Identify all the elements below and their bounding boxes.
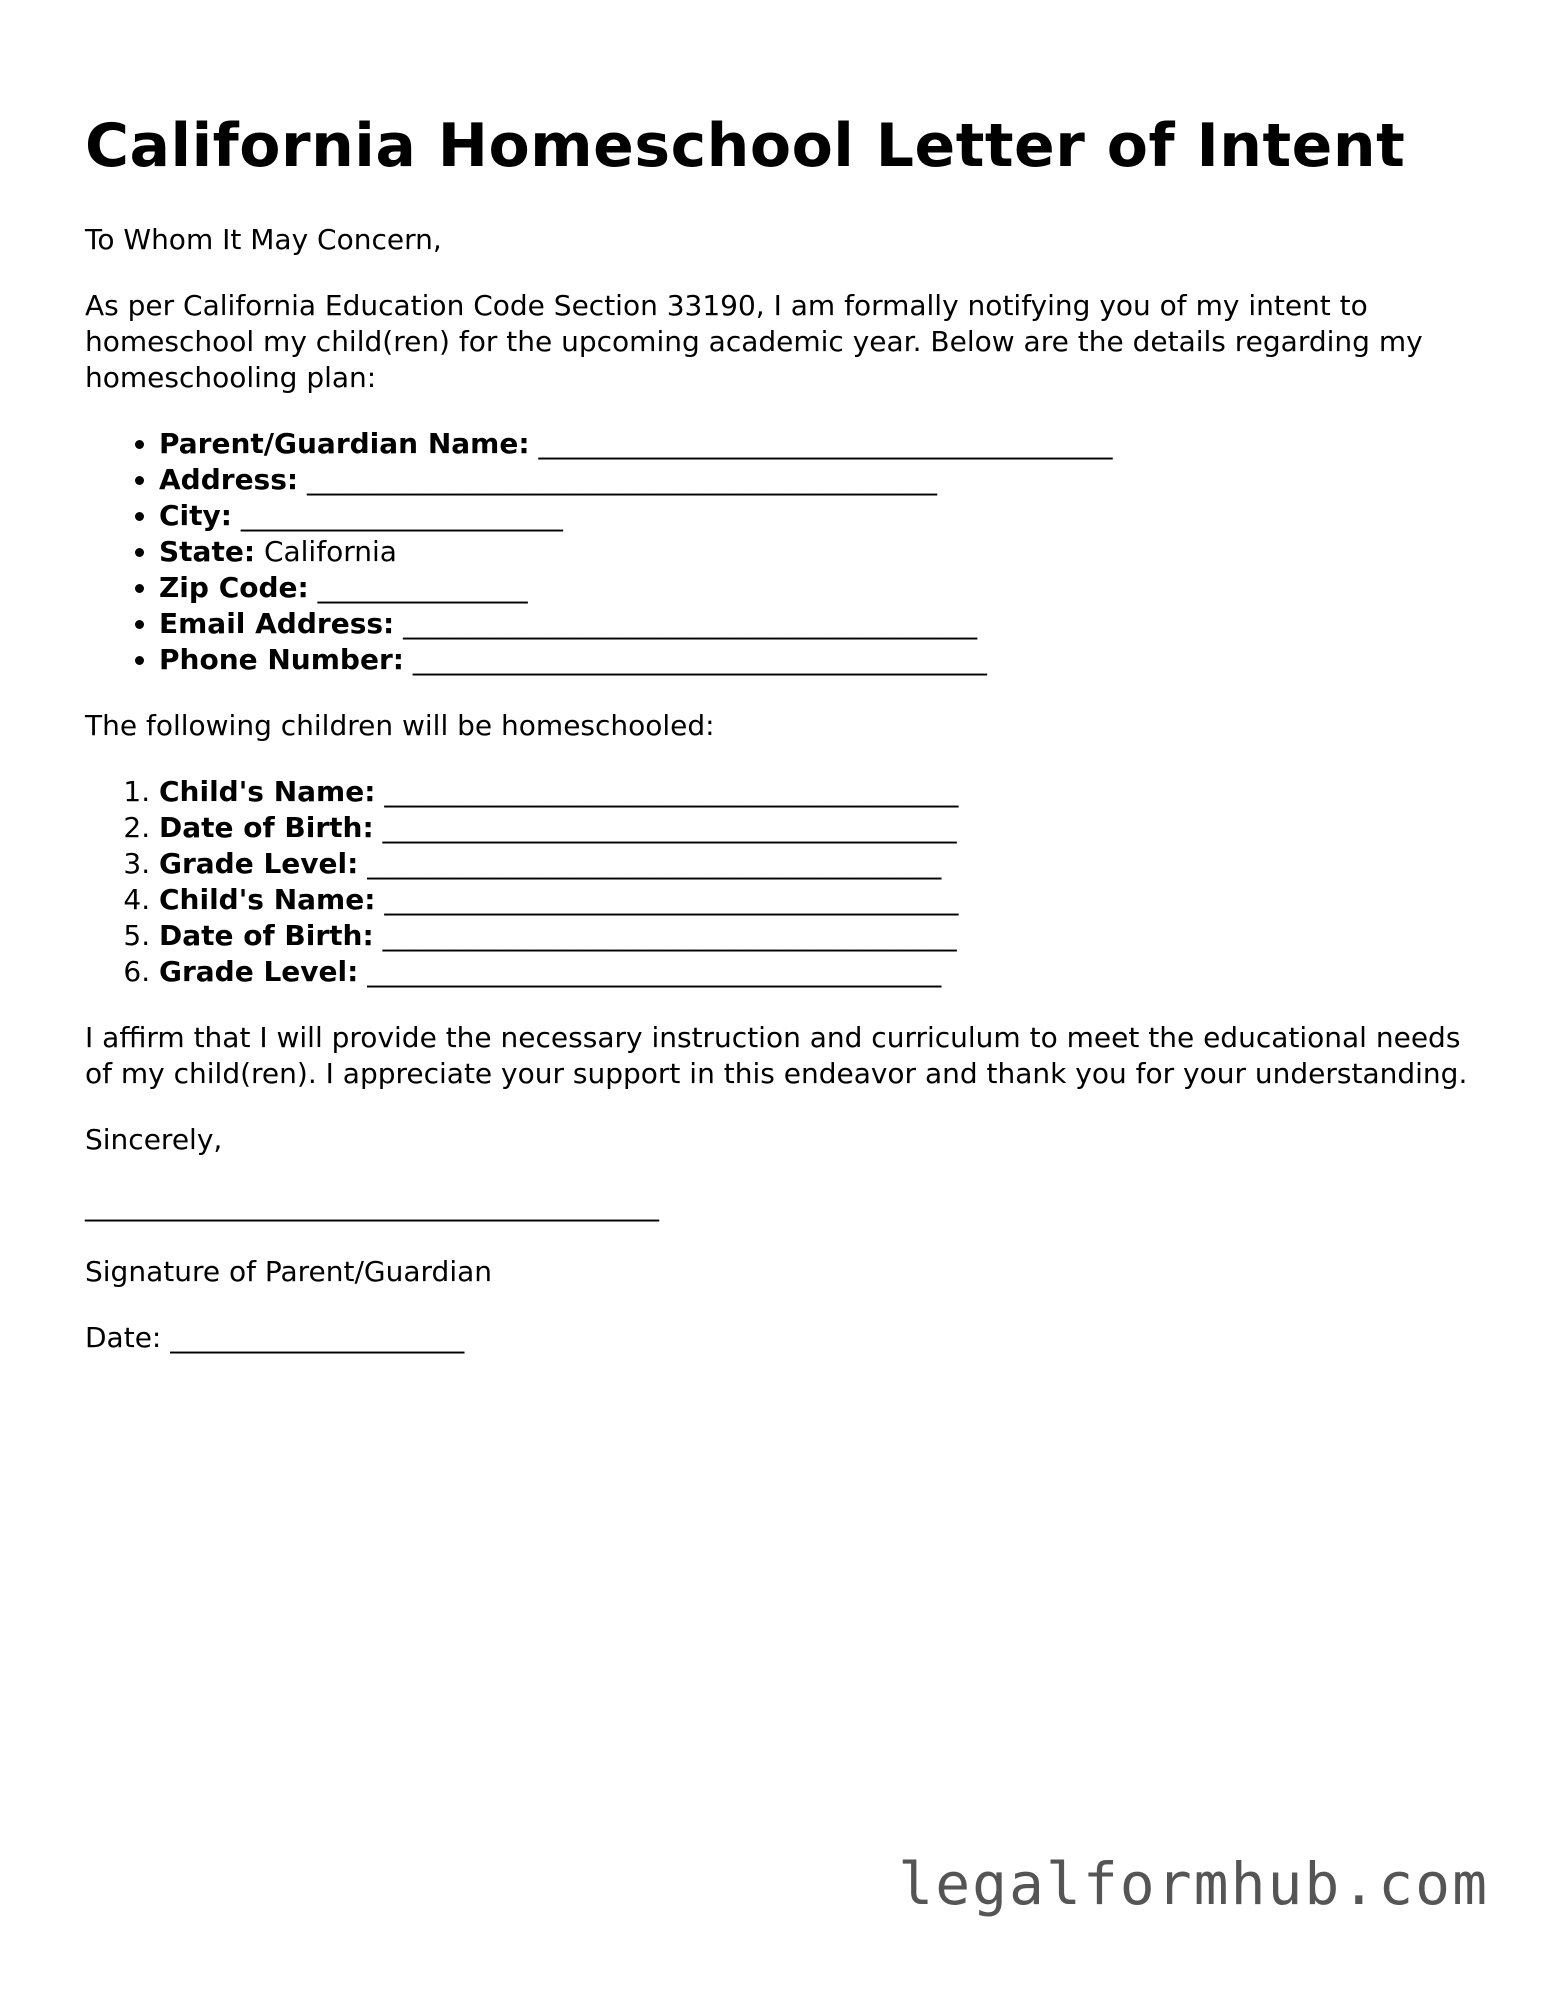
detail-label: City: [159, 499, 232, 532]
detail-blank: _______________________ [240, 499, 563, 532]
detail-blank: _____________________________________________ [307, 463, 937, 496]
greeting: To Whom It May Concern, [85, 223, 442, 256]
watermark-logo: legalformhub.com [898, 1850, 1489, 1918]
child-field [159, 882, 1465, 918]
detail-parent-name [159, 426, 1465, 462]
child-blank: _________________________________________ [382, 919, 957, 952]
detail-blank: _________________________________________ [538, 427, 1113, 460]
intro-paragraph: As per California Education Code Section 33190, I am formally notifying you of my intent to homeschool my child(ren) for the upcoming academic year. Below are the details regarding my homeschooling plan: [85, 289, 1423, 394]
date-blank: _____________________ [170, 1321, 465, 1354]
affirmation-paragraph: I affirm that I will provide the necessary instruction and curriculum to meet the educational needs of my child(ren). I appreciate your support in this endeavor and thank you for your understanding. [85, 1021, 1468, 1090]
children-list [85, 774, 1465, 990]
detail-label: Email Address: [159, 607, 395, 640]
detail-state [159, 534, 1465, 570]
date-label: Date: [85, 1321, 162, 1354]
child-field [159, 954, 1465, 990]
detail-label: Address: [159, 463, 299, 496]
detail-label: Parent/Guardian Name: [159, 427, 530, 460]
child-field [159, 774, 1465, 810]
child-field [159, 846, 1465, 882]
detail-label: State: [159, 535, 256, 568]
child-blank: _________________________________________ [382, 811, 957, 844]
detail-blank: _________________________________________ [403, 607, 978, 640]
child-label: Date of Birth: [159, 919, 374, 952]
page-title: California Homeschool Letter of Intent [85, 111, 1406, 181]
child-blank: _________________________________________ [367, 847, 942, 880]
parent-details-list [85, 426, 1465, 678]
detail-blank: _______________ [317, 571, 528, 604]
child-label: Child's Name: [159, 883, 376, 916]
detail-label: Zip Code: [159, 571, 309, 604]
detail-blank: _________________________________________ [412, 643, 987, 676]
detail-city [159, 498, 1465, 534]
letter-page [85, 100, 1468, 1356]
detail-address [159, 462, 1465, 498]
date-row [85, 1320, 1465, 1356]
detail-email [159, 606, 1465, 642]
child-blank: _________________________________________ [367, 955, 942, 988]
detail-value: California [263, 535, 397, 568]
child-label: Date of Birth: [159, 811, 374, 844]
detail-zip [159, 570, 1465, 606]
child-field [159, 918, 1465, 954]
detail-label: Phone Number: [159, 643, 404, 676]
child-field [159, 810, 1465, 846]
children-intro: The following children will be homeschooled: [85, 709, 715, 742]
child-blank: _________________________________________ [384, 775, 959, 808]
detail-phone [159, 642, 1465, 678]
closing: Sincerely, [85, 1123, 223, 1156]
signature-label: Signature of Parent/Guardian [85, 1255, 493, 1288]
child-label: Child's Name: [159, 775, 376, 808]
child-label: Grade Level: [159, 955, 359, 988]
child-label: Grade Level: [159, 847, 359, 880]
signature-line: _________________________________________ [85, 1189, 659, 1222]
child-blank: _________________________________________ [384, 883, 959, 916]
